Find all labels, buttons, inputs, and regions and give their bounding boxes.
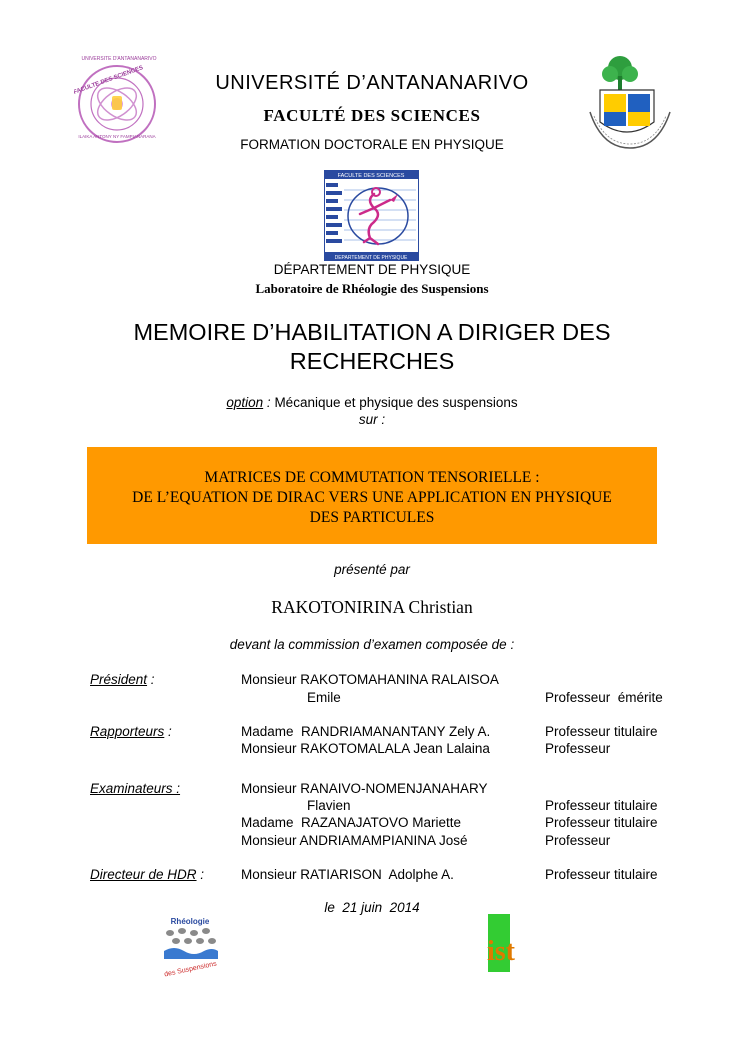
committee-intro: devant la commission d’examen composée de : <box>229 637 515 652</box>
examinateur-1-name-line1: Monsieur RANAIVO-NOMENJANAHARY <box>241 781 488 796</box>
dept-logo-top-text: FACULTE DES SCIENCES <box>337 173 405 179</box>
president-role-label: Président <box>90 672 148 687</box>
rapporteurs-role-label: Rapporteurs <box>90 724 165 739</box>
option-line <box>0 395 744 410</box>
lab-name: Laboratoire de Rhéologie des Suspensions <box>255 281 489 296</box>
rapporteurs-role-suffix: : <box>164 724 172 739</box>
examinateur-1-title: Professeur titulaire <box>545 798 658 813</box>
logo-text-top: FACULTE DES SCIENCES <box>74 65 145 96</box>
memoire-heading <box>0 318 744 376</box>
president-title: Professeur émérite <box>545 690 663 705</box>
examinateur-2-title: Professeur titulaire <box>545 815 658 830</box>
memoire-heading-line2: RECHERCHES <box>289 348 455 374</box>
president-name-line1: Monsieur RAKOTOMAHANINA RALAISOA <box>241 672 499 687</box>
defense-date: le 21 juin 2014 <box>324 900 420 915</box>
university-name: UNIVERSITÉ D’ANTANANARIVO <box>215 72 529 94</box>
thesis-title-box <box>87 447 657 544</box>
rapporteur-1-title: Professeur titulaire <box>545 724 658 739</box>
examinateur-3-title: Professeur <box>545 833 611 848</box>
directeur-name: Monsieur RATIARISON Adolphe A. <box>241 867 454 882</box>
author-name: RAKOTONIRINA Christian <box>271 597 473 617</box>
option-label: option <box>226 395 264 410</box>
sur-label: sur : <box>358 412 386 427</box>
directeur-role-label: Directeur de HDR <box>90 867 197 882</box>
examinateurs-role <box>90 780 180 797</box>
directeur-role <box>90 866 204 883</box>
logo-ring-text: UNIVERSITE D'ANTANANARIVO <box>81 56 157 62</box>
departement-physique-logo <box>324 170 419 261</box>
rheologie-logo-top: Rhéologie <box>170 917 210 926</box>
rapporteur-1-name: Madame RANDRIAMANANTANY Zely A. <box>241 724 491 739</box>
thesis-title-line2: DE L’EQUATION DE DIRAC VERS UNE APPLICATION EN PHYSIQUE <box>132 489 612 506</box>
examinateur-1-name-line2: Flavien <box>307 798 351 813</box>
rheologie-logo-bottom: des Suspensions <box>163 960 218 977</box>
ist-logo-text: ist <box>487 936 515 967</box>
department-name: DÉPARTEMENT DE PHYSIQUE <box>273 262 471 277</box>
logo-text-bottom: ILAIKA ANTONY NY FAMPIANARANA <box>78 134 156 139</box>
presented-by-label: présenté par <box>334 562 410 577</box>
rheologie-suspensions-logo <box>158 915 222 977</box>
thesis-title-line1: MATRICES DE COMMUTATION TENSORIELLE : <box>204 469 540 486</box>
dept-logo-bottom-text: DEPARTEMENT DE PHYSIQUE <box>334 255 408 261</box>
rapporteur-2-name: Monsieur RAKOTOMALALA Jean Lalaina <box>241 741 490 756</box>
ist-logo <box>478 912 524 974</box>
faculty-name: FACULTÉ DES SCIENCES <box>263 106 481 125</box>
thesis-title-line3: DES PARTICULES <box>309 509 435 526</box>
examinateur-2-name: Madame RAZANAJATOVO Mariette <box>241 815 462 830</box>
president-role <box>90 671 155 688</box>
rapporteur-2-title: Professeur <box>545 741 611 756</box>
rapporteurs-role <box>90 723 172 740</box>
president-name-line2: Emile <box>307 690 341 705</box>
president-role-suffix: : <box>147 672 155 687</box>
directeur-title: Professeur titulaire <box>545 867 658 882</box>
examinateurs-role-label: Examinateurs : <box>90 781 181 796</box>
formation-name: FORMATION DOCTORALE EN PHYSIQUE <box>240 137 504 152</box>
option-sep: : <box>263 395 275 410</box>
directeur-role-suffix: : <box>196 867 205 882</box>
option-text: Mécanique et physique des suspensions <box>274 395 518 410</box>
examinateur-3-name: Monsieur ANDRIAMAMPIANINA José <box>241 833 468 848</box>
memoire-heading-line1: MEMOIRE D’HABILITATION A DIRIGER DES <box>133 319 611 345</box>
